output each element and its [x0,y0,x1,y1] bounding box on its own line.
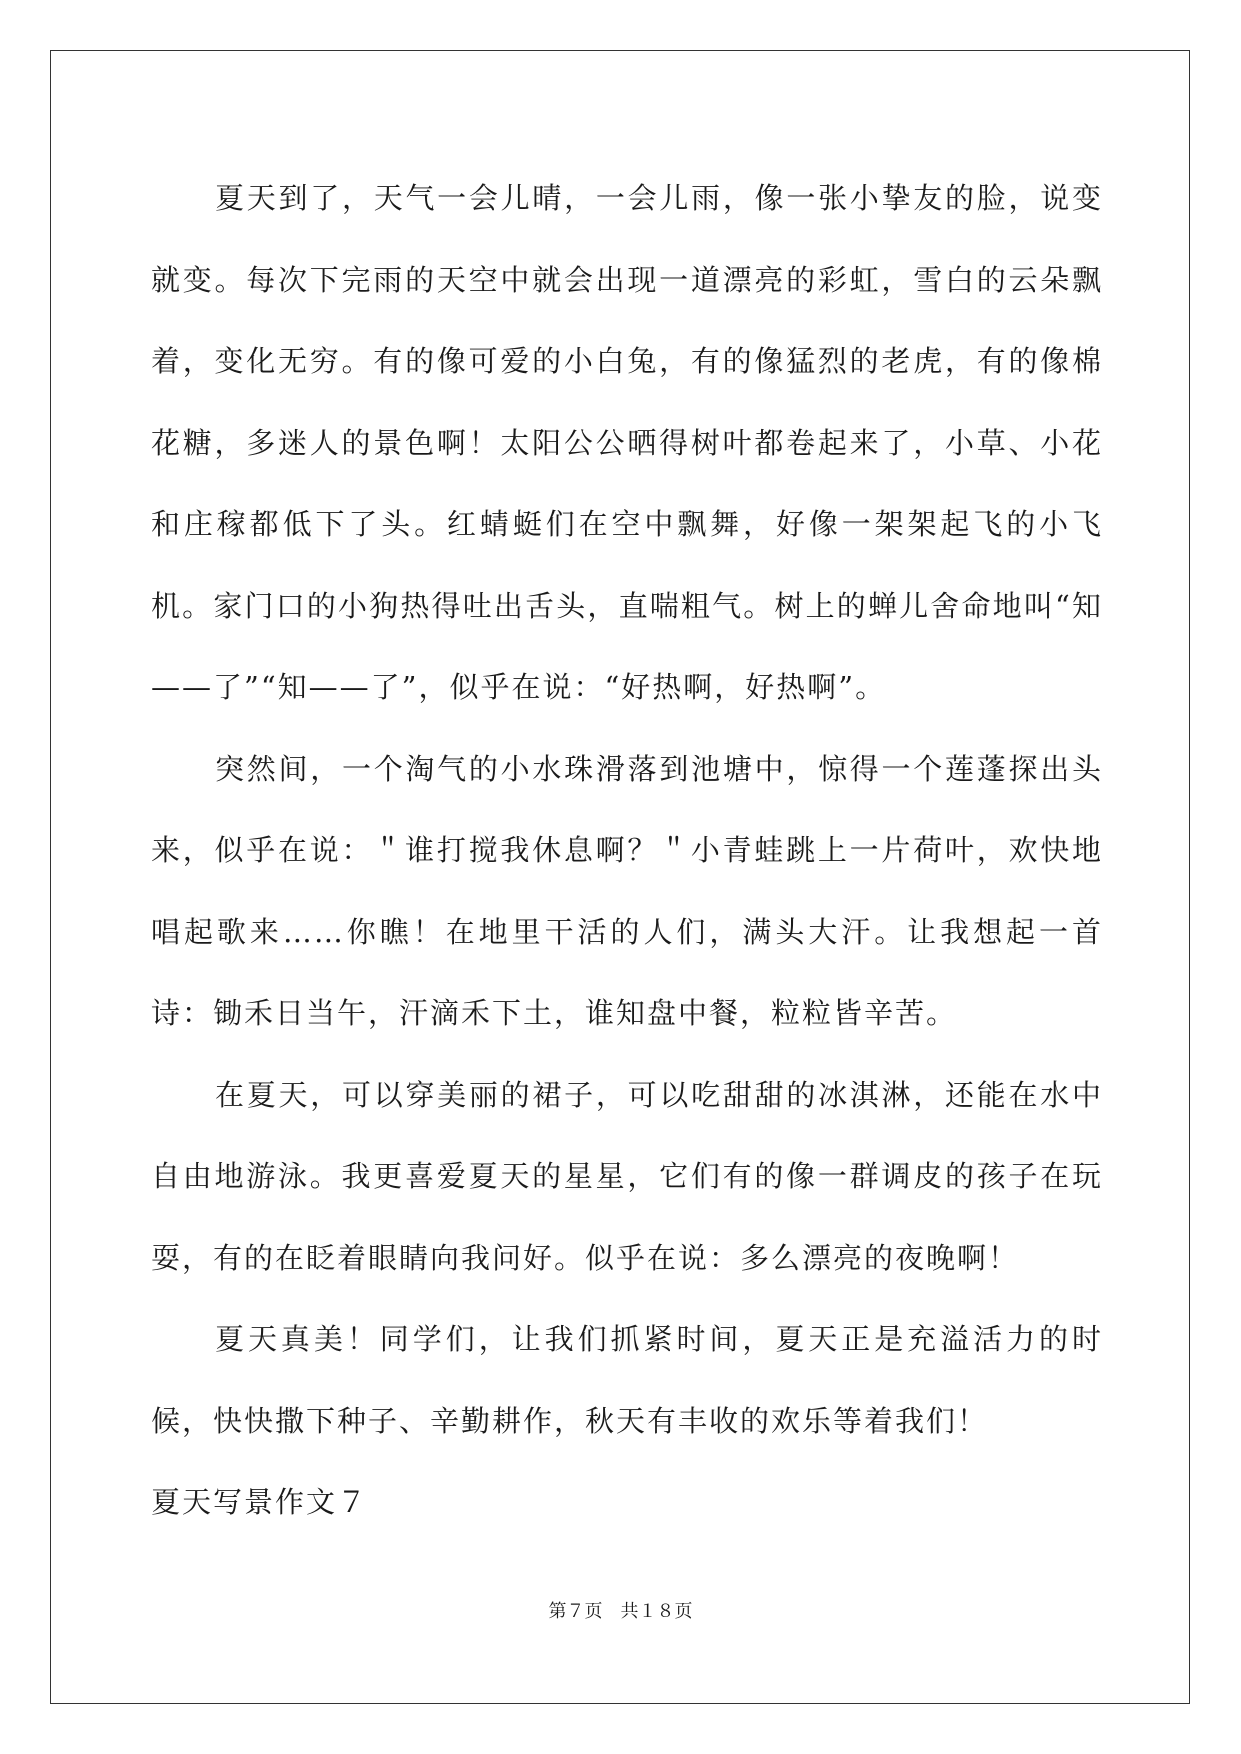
document-body [151,158,1103,1544]
page-number: 第７页 共１８页 [548,1601,693,1622]
paragraph: 突然间，一个淘气的小水珠滑落到池塘中，惊得一个莲蓬探出头来，似乎在说：＂谁打搅我休息啊？＂小青蛙跳上一片荷叶，欢快地唱起歌来……你瞧！在地里干活的人们，满头大汗。让我想起一首诗：锄禾日当午，汗滴禾下土，谁知盘中餐，粒粒皆辛苦。 [151,751,1103,1030]
page-footer [0,1597,1241,1623]
section-heading: 夏天写景作文７ [151,1485,369,1519]
paragraph: 夏天真美！同学们，让我们抓紧时间，夏天正是充溢活力的时候，快快撒下种子、辛勤耕作，秋天有丰收的欢乐等着我们！ [151,1322,1103,1438]
paragraph: 在夏天，可以穿美丽的裙子，可以吃甜甜的冰淇淋，还能在水中自由地游泳。我更喜爱夏天的星星，它们有的像一群调皮的孩子在玩耍，有的在眨着眼睛向我问好。似乎在说：多么漂亮的夜晚啊！ [151,1077,1103,1275]
paragraph: 夏天到了，天气一会儿晴，一会儿雨，像一张小挚友的脸，说变就变。每次下完雨的天空中就会出现一道漂亮的彩虹，雪白的云朵飘着，变化无穷。有的像可爱的小白兔，有的像猛烈的老虎，有的像棉花糖，多迷人的景色啊！太阳公公晒得树叶都卷起来了，小草、小花和庄稼都低下了头。红蜻蜓们在空中飘舞，好像一架架起飞的小飞机。家门口的小狗热得吐出舌头，直喘粗气。树上的蝉儿舍命地叫“知——了”“知——了”，似乎在说：“好热啊，好热啊”。 [151,181,1103,704]
